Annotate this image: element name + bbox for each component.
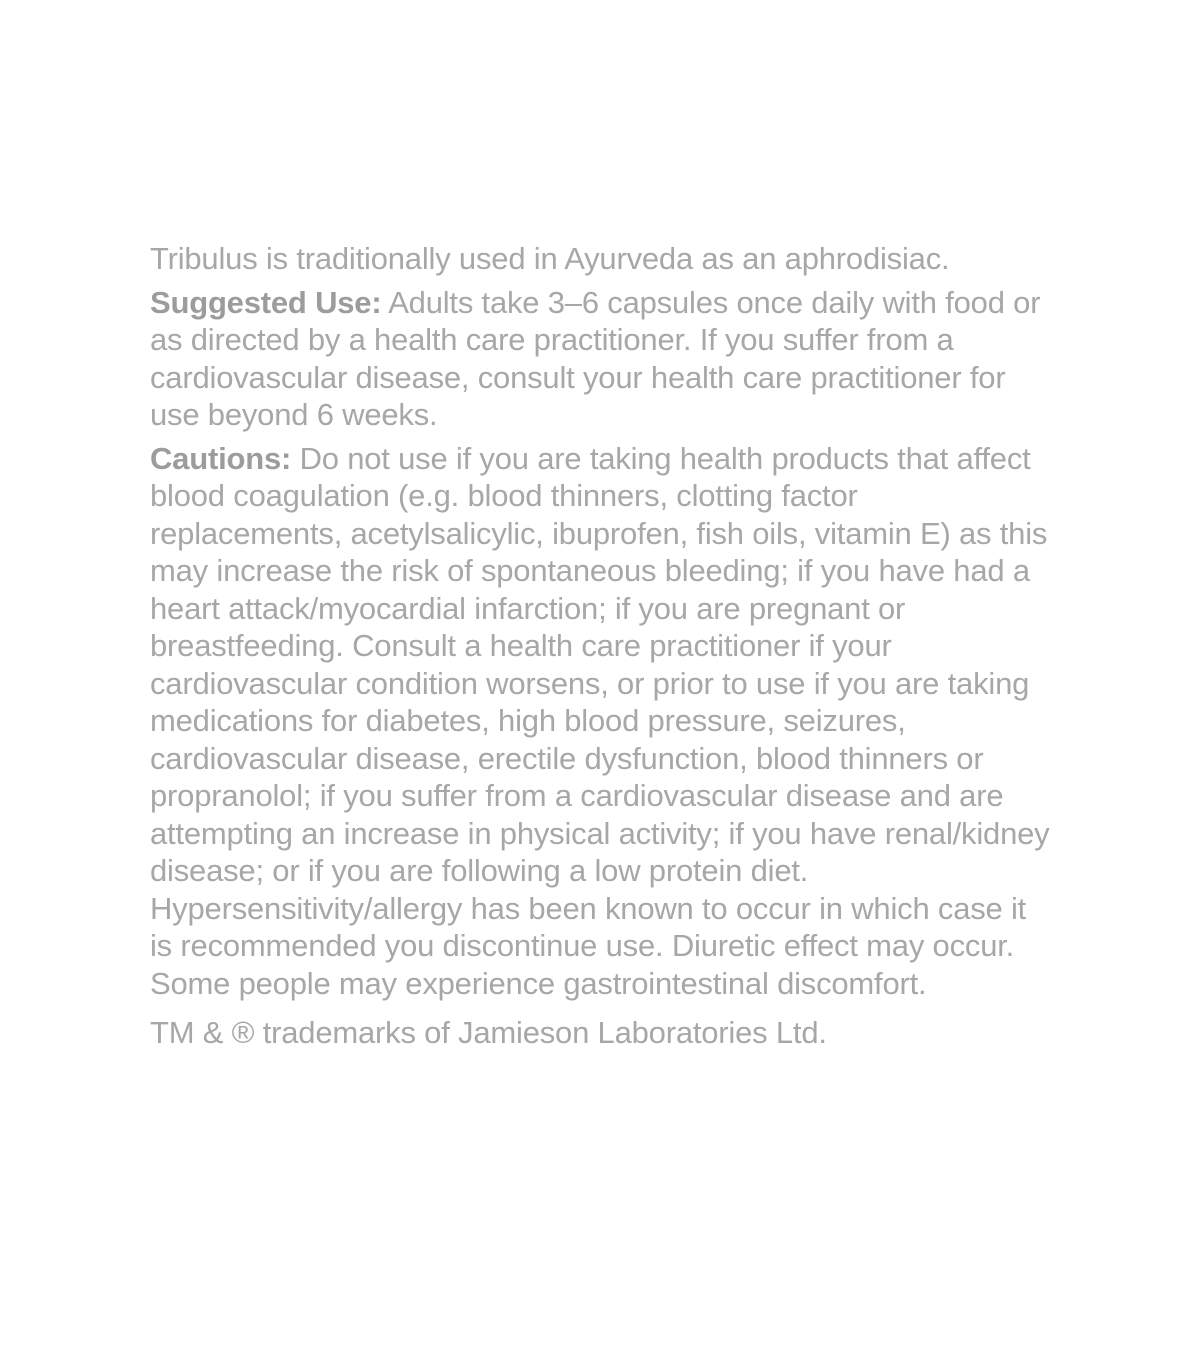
cautions-paragraph [150,440,1050,1003]
suggested-use-paragraph [150,284,1050,434]
suggested-use-text: Adults take 3–6 capsules once daily with food or as directed by a health care practitioner. If you suffer from a cardiovascular disease, consult your health care practitioner for use beyond 6 weeks. [150,284,1041,432]
trademark-notice: TM & ® trademarks of Jamieson Laboratories Ltd. [150,1015,827,1050]
cautions-heading: Cautions: [150,440,292,476]
suggested-use-heading: Suggested Use: [150,284,382,320]
product-label-text [150,240,1050,1058]
cautions-text: Do not use if you are taking health products that affect blood coagulation (e.g. blood thinners, clotting factor replacements, acetylsalicylic, ibuprofen, fish oils, vitamin E) as this may increase the risk of spontaneous bleeding; if you have had a heart attack/myocardial infarction; if you are pregnant or breastfeeding. Consult a health care practitioner if your cardiovascular condition worsens, or prior to use if you are taking medications for diabetes, high blood pressure, seizures, cardiovascular disease, erectile dysfunction, blood thinners or propranolol; if you suffer from a cardiovascular disease and are attempting an increase in physical activity; if you have renal/kidney disease; or if you are following a low protein diet. Hypersensitivity/allergy has been known to occur in which case it is recommended you discontinue use. Diuretic effect may occur. Some people may experience gastrointestinal discomfort. [150,440,1050,1001]
intro-paragraph: Tribulus is traditionally used in Ayurveda as an aphrodisiac. [150,241,950,276]
